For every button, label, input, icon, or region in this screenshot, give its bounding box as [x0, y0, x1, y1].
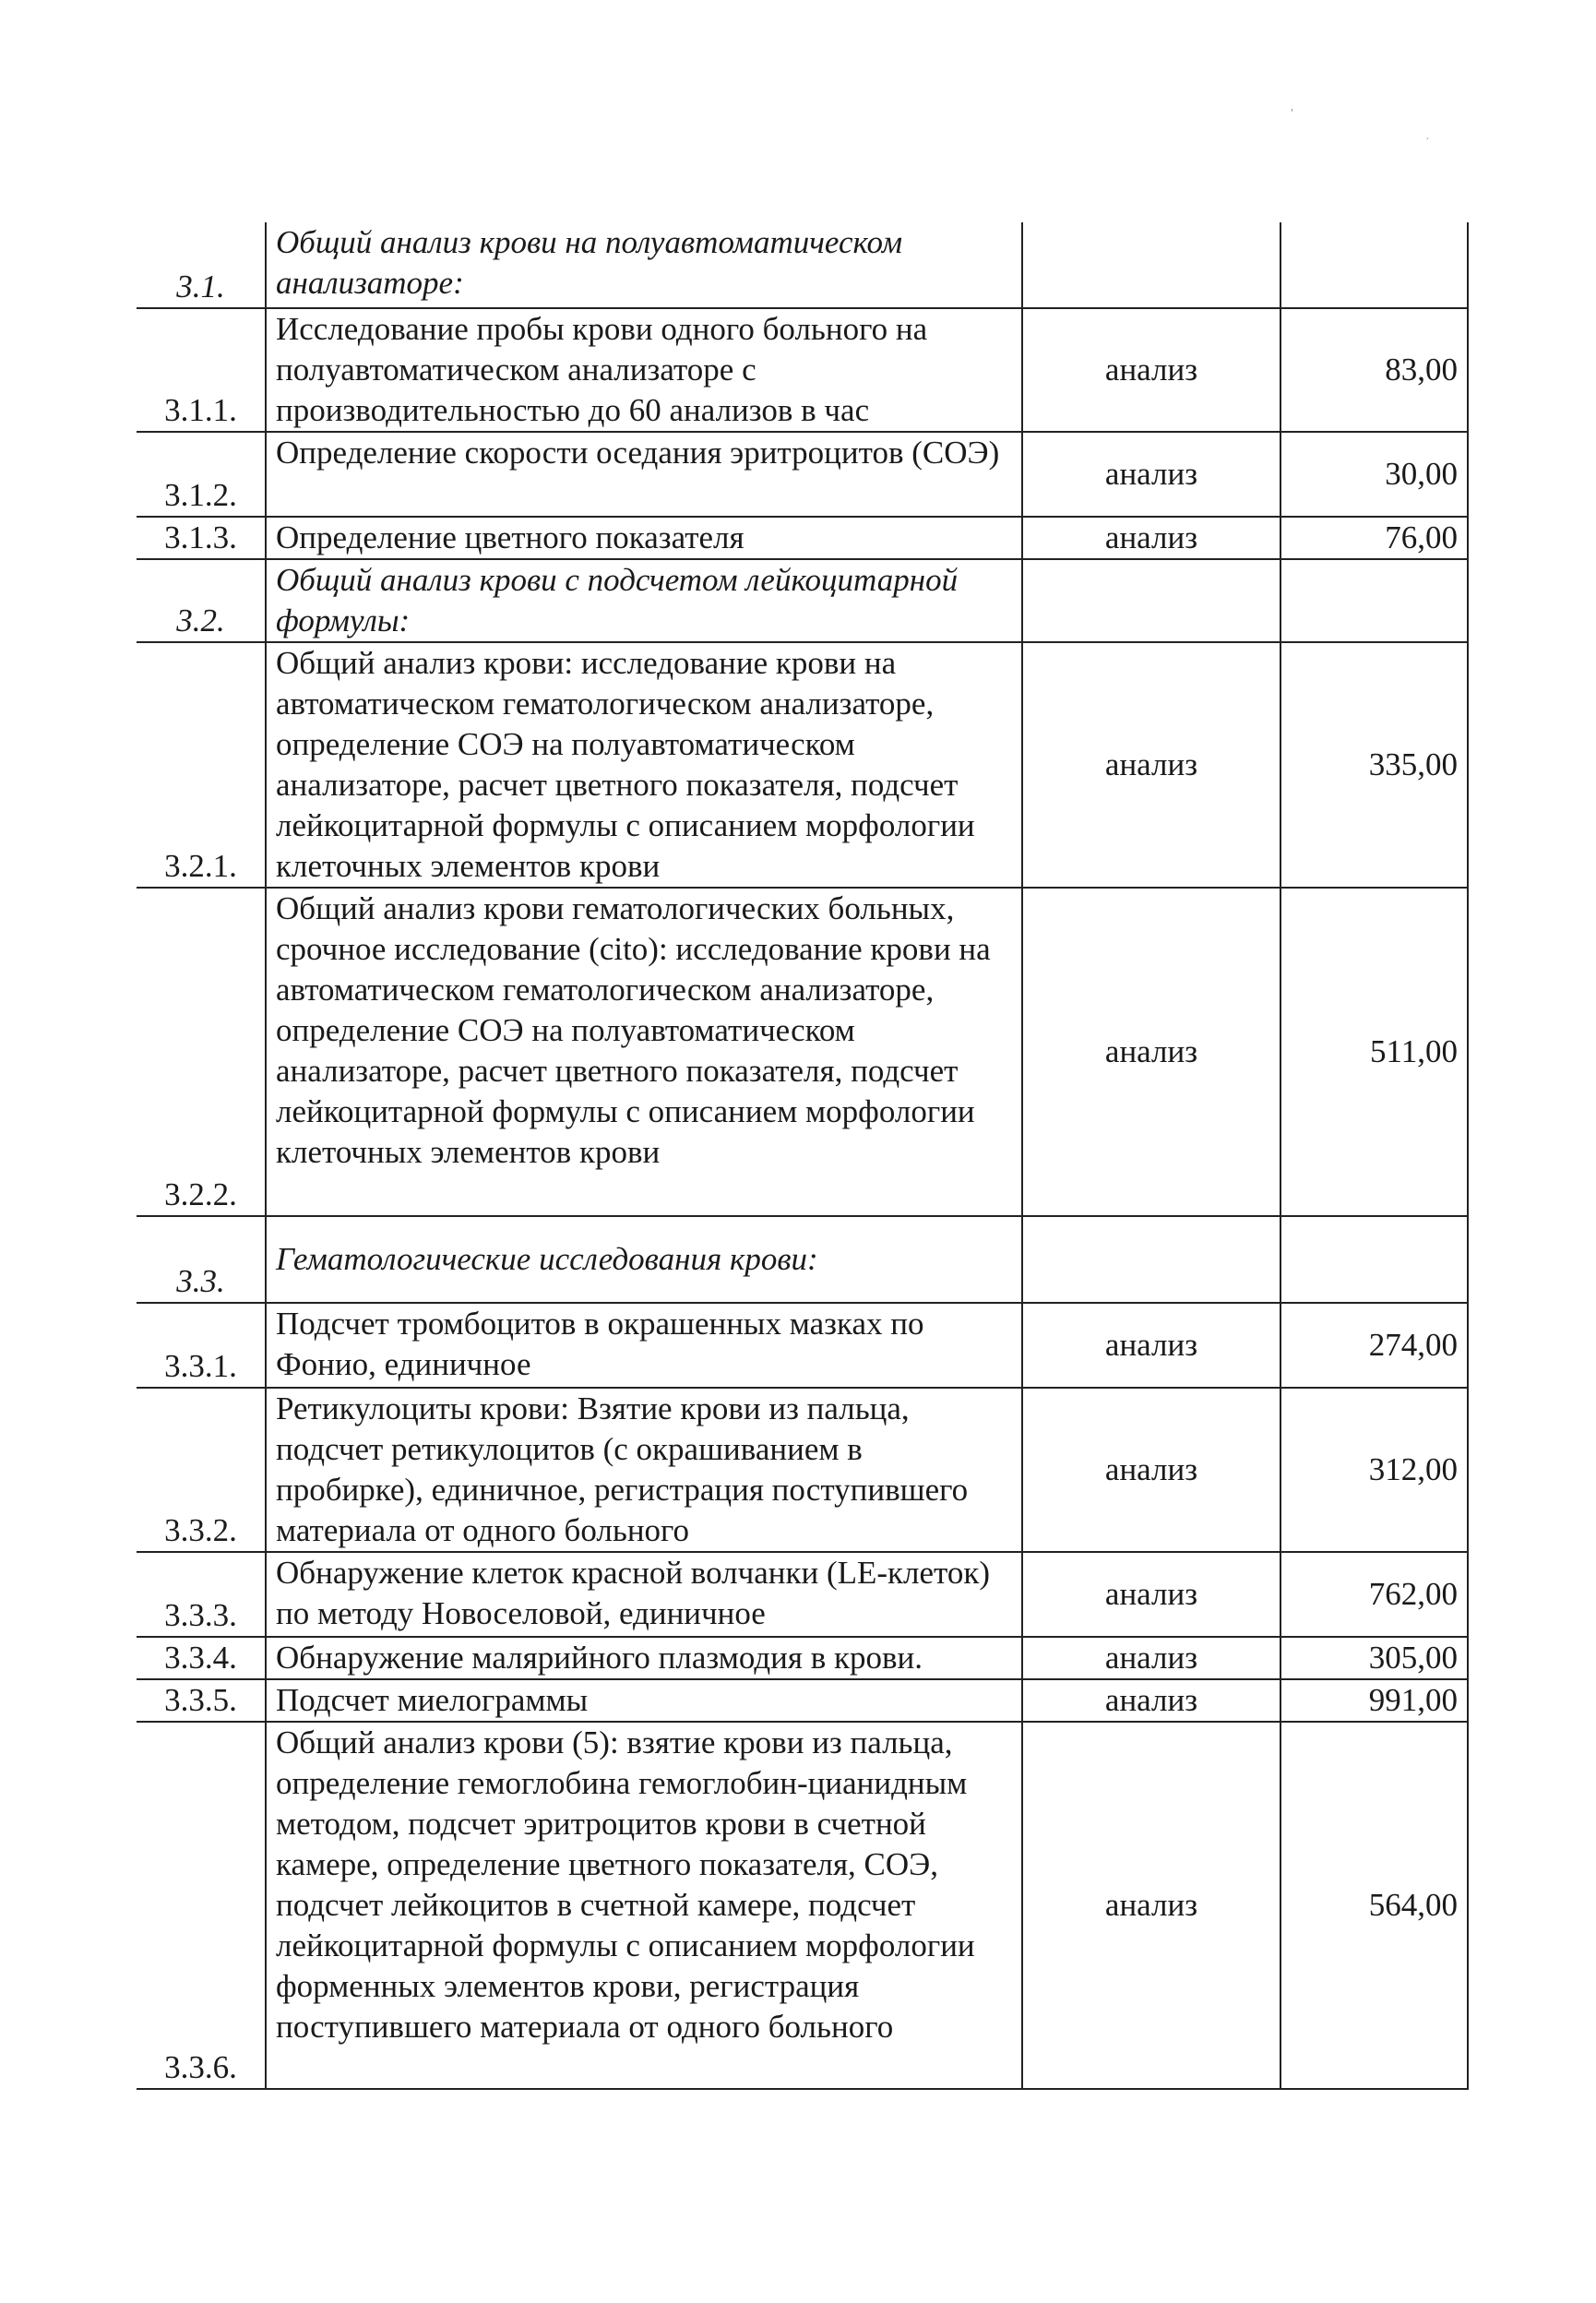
row-number: 3.2.2. [137, 888, 266, 1216]
row-number: 3.1.3. [137, 517, 266, 559]
price-cell: 511,00 [1280, 888, 1468, 1216]
table-row-section [137, 559, 1468, 642]
row-number: 3.1. [137, 222, 266, 308]
row-number: 3.1.1. [137, 308, 266, 432]
unit-cell: анализ [1022, 1388, 1280, 1552]
unit-cell: анализ [1022, 1303, 1280, 1388]
service-name: Обнаружение клеток красной волчанки (LE-клеток) по методу Новоселовой, единичное [266, 1552, 1022, 1637]
service-name: Определение скорости оседания эритроцитов (СОЭ) [266, 432, 1022, 517]
service-name: Подсчет тромбоцитов в окрашенных мазках по Фонио, единичное [266, 1303, 1022, 1388]
unit-cell: анализ [1022, 308, 1280, 432]
section-title: Общий анализ крови на полуавтоматическом анализаторе: [266, 222, 1022, 308]
table-row [137, 1388, 1468, 1552]
row-number: 3.3.1. [137, 1303, 266, 1388]
price-list-table [137, 222, 1469, 2090]
price-cell: 312,00 [1280, 1388, 1468, 1552]
price-cell [1280, 559, 1468, 642]
service-name: Общий анализ крови (5): взятие крови из пальца, определение гемоглобина гемоглобин-цианидным методом, подсчет эритроцитов крови в счетной камере, определение цветного показателя, СОЭ, подсчет лейкоцитов в счетной камере, подсчет лейкоцитарной формулы с описанием морфологии форменных элементов крови, регистрация поступившего материала от одного больного [266, 1722, 1022, 2089]
service-name: Общий анализ крови гематологических больных, срочное исследование (cito): исследование крови на автоматическом гематологическом анализаторе, определение СОЭ на полуавтоматическом анализаторе, расчет цветного показателя, подсчет лейкоцитарной формулы с описанием морфологии клеточных элементов крови [266, 888, 1022, 1216]
unit-cell: анализ [1022, 432, 1280, 517]
price-cell: 30,00 [1280, 432, 1468, 517]
row-number: 3.3. [137, 1216, 266, 1303]
service-name: Исследование пробы крови одного больного на полуавтоматическом анализаторе с производительностью до 60 анализов в час [266, 308, 1022, 432]
table-row-section [137, 1216, 1468, 1303]
table-row [137, 642, 1468, 888]
table-row [137, 888, 1468, 1216]
price-cell [1280, 222, 1468, 308]
price-cell: 564,00 [1280, 1722, 1468, 2089]
unit-cell: анализ [1022, 1552, 1280, 1637]
price-cell: 274,00 [1280, 1303, 1468, 1388]
unit-cell: анализ [1022, 642, 1280, 888]
row-number: 3.3.4. [137, 1637, 266, 1679]
table-row [137, 1679, 1468, 1722]
unit-cell: анализ [1022, 1679, 1280, 1722]
table-row [137, 1552, 1468, 1637]
table-row [137, 1722, 1468, 2089]
unit-cell [1022, 222, 1280, 308]
service-name: Подсчет миелограммы [266, 1679, 1022, 1722]
price-cell: 83,00 [1280, 308, 1468, 432]
section-title: Гематологические исследования крови: [266, 1216, 1022, 1303]
table-row-section [137, 222, 1468, 308]
row-number: 3.2. [137, 559, 266, 642]
unit-cell: анализ [1022, 1637, 1280, 1679]
row-number: 3.3.2. [137, 1388, 266, 1552]
service-name: Ретикулоциты крови: Взятие крови из пальца, подсчет ретикулоцитов (с окрашиванием в пробирке), единичное, регистрация поступившего материала от одного больного [266, 1388, 1022, 1552]
row-number: 3.1.2. [137, 432, 266, 517]
unit-cell: анализ [1022, 888, 1280, 1216]
unit-cell [1022, 1216, 1280, 1303]
price-cell: 305,00 [1280, 1637, 1468, 1679]
price-cell: 335,00 [1280, 642, 1468, 888]
price-cell: 76,00 [1280, 517, 1468, 559]
service-name: Определение цветного показателя [266, 517, 1022, 559]
unit-cell: анализ [1022, 1722, 1280, 2089]
scan-speck: ʼ [1290, 107, 1294, 121]
section-title: Общий анализ крови с подсчетом лейкоцитарной формулы: [266, 559, 1022, 642]
table-row [137, 1637, 1468, 1679]
service-name: Обнаружение малярийного плазмодия в крови. [266, 1637, 1022, 1679]
table-row [137, 432, 1468, 517]
unit-cell [1022, 559, 1280, 642]
row-number: 3.3.3. [137, 1552, 266, 1637]
row-number: 3.2.1. [137, 642, 266, 888]
table-row [137, 308, 1468, 432]
price-cell: 762,00 [1280, 1552, 1468, 1637]
price-cell [1280, 1216, 1468, 1303]
price-cell: 991,00 [1280, 1679, 1468, 1722]
unit-cell: анализ [1022, 517, 1280, 559]
row-number: 3.3.5. [137, 1679, 266, 1722]
service-name: Общий анализ крови: исследование крови на автоматическом гематологическом анализаторе, определение СОЭ на полуавтоматическом анализаторе, расчет цветного показателя, подсчет лейкоцитарной формулы с описанием морфологии клеточных элементов крови [266, 642, 1022, 888]
row-number: 3.3.6. [137, 1722, 266, 2089]
table-row [137, 517, 1468, 559]
scan-speck: · [1425, 133, 1430, 147]
table-row [137, 1303, 1468, 1388]
